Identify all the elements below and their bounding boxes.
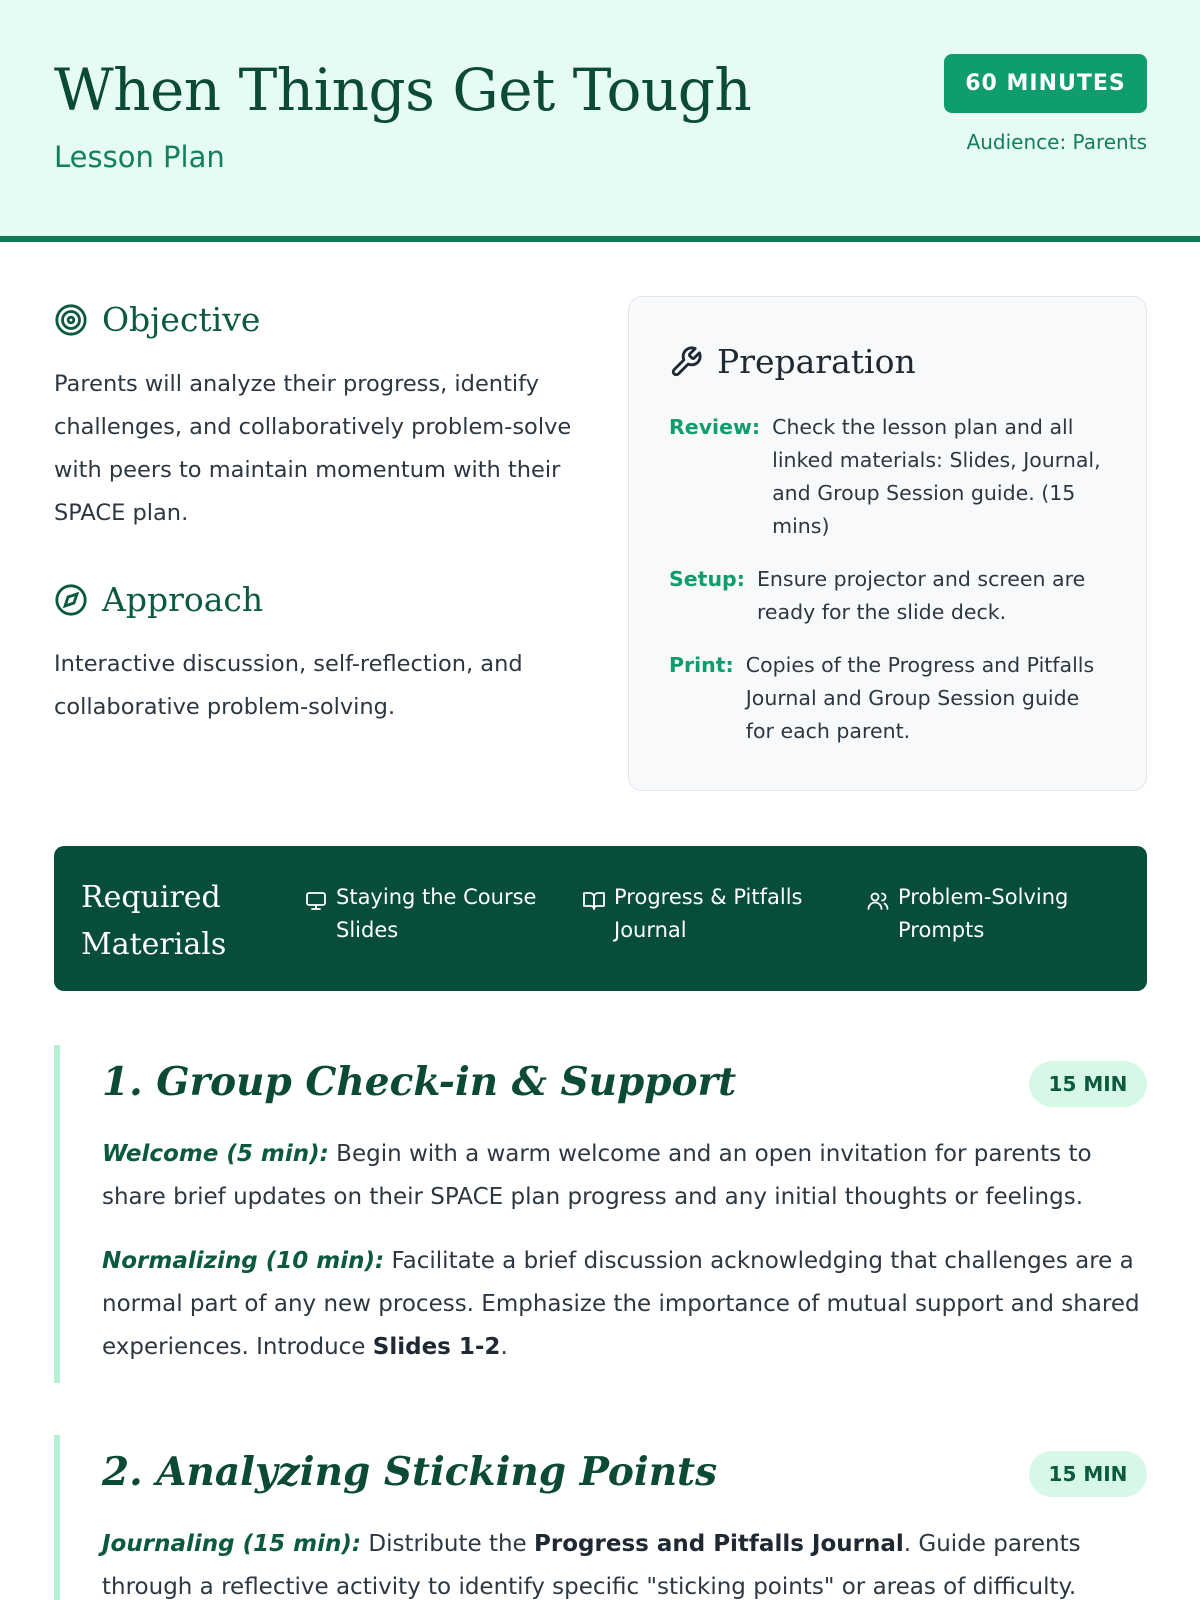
section-paragraph [102,1240,1147,1369]
material-label: Progress & Pitfalls Journal [614,885,803,942]
journal-reference: Progress and Pitfalls Journal [534,1531,904,1557]
page-title: When Things Get Tough [54,56,752,124]
paragraph-text: Facilitate a brief discussion acknowledging that challenges are a normal part of any new process. Emphasize the importance of mutual support and shared experiences. Introduce [102,1248,1140,1360]
prep-value: Ensure projector and screen are ready for the slide deck. [756,567,1086,624]
wrench-icon [669,345,703,379]
materials-title: Required Materials [81,880,227,962]
required-materials-bar [54,846,1147,991]
section-paragraph [102,1523,1147,1600]
lesson-section-2 [54,1435,1147,1600]
section-title: 2. Analyzing Sticking Points [102,1449,718,1495]
section-title: 1. Group Check-in & Support [102,1059,737,1105]
material-label: Staying the Course Slides [336,885,537,942]
book-icon [582,889,606,913]
approach-text: Interactive discussion, self-reflection, and collaborative problem-solving. [54,651,523,720]
section-paragraph [102,1133,1147,1219]
paragraph-text: Begin with a warm welcome and an open invitation for parents to share brief updates on their SPACE plan progress and any initial thoughts or feelings. [102,1141,1092,1210]
paragraph-label: Journaling (15 min): [102,1531,362,1557]
slides-reference: Slides 1-2 [372,1334,501,1360]
prep-key: Print: [669,653,734,677]
material-item-prompts [866,881,1106,947]
preparation-heading-text: Preparation [717,342,916,381]
target-icon [54,303,88,337]
lesson-section-1 [54,1045,1147,1383]
paragraph-text: Distribute the [361,1531,535,1557]
prep-item-setup [669,563,1109,629]
prep-key: Review: [669,415,761,439]
page-header [0,0,1200,242]
time-badge: 15 MIN [1029,1061,1147,1107]
compass-icon [54,583,88,617]
paragraph-text-end: . [500,1334,508,1360]
users-icon [866,889,890,913]
objective-heading-text: Objective [102,300,261,339]
audience-label: Audience: Parents [966,130,1147,154]
material-label: Problem-Solving Prompts [898,885,1069,942]
prep-item-print [669,649,1109,748]
material-item-slides [304,881,544,947]
preparation-heading [669,342,916,381]
approach-heading-text: Approach [102,580,264,619]
prep-item-review [669,411,1109,543]
prep-value: Copies of the Progress and Pitfalls Journal and Group Session guide for each parent. [745,653,1095,743]
duration-badge: 60 MINUTES [944,54,1147,113]
paragraph-label: Normalizing (10 min): [102,1248,385,1274]
objective-text: Parents will analyze their progress, identify challenges, and collaboratively problem-solve with peers to maintain momentum with their SPACE plan. [54,371,572,526]
prep-key: Setup: [669,567,745,591]
paragraph-label: Welcome (5 min): [102,1141,329,1167]
prep-value: Check the lesson plan and all linked materials: Slides, Journal, and Group Session guide. (15 mins) [772,415,1101,538]
objective-heading [54,300,260,339]
monitor-icon [304,889,328,913]
material-item-journal [582,881,832,947]
approach-heading [54,580,263,619]
page-subtitle: Lesson Plan [54,140,225,174]
preparation-card [628,296,1147,791]
paragraph-text-end: . Guide parents through a reflective activity to identify specific "sticking points" or areas of difficulty. [102,1531,1081,1600]
time-badge: 15 MIN [1029,1451,1147,1497]
